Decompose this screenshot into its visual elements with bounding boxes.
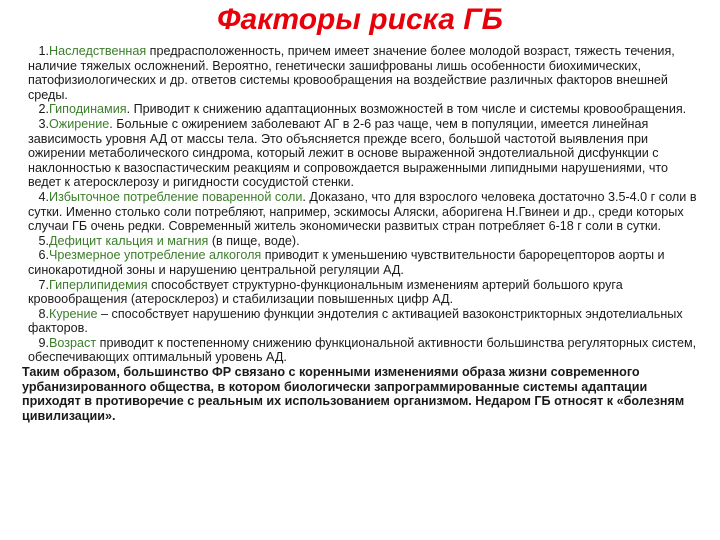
item-indent: [28, 336, 39, 350]
risk-factors-list: [22, 44, 700, 423]
item-description: – способствует нарушению функции эндотелия с активацией вазоконстрикторных эндотелиальных факторов.: [28, 306, 683, 336]
item-factor-name: Дефицит кальция и магния: [49, 233, 209, 248]
item-description: способствует структурно-функциональным изменениям артерий большого круга кровообращения (атеросклероз) и стабилизации повышенных цифр АД.: [28, 277, 623, 307]
item-number: 4.: [38, 189, 50, 204]
item-factor-name: Гиперлипидемия: [49, 277, 148, 292]
item-description: предрасположенность, причем имеет значение более молодой возраст, тяжесть течения, наличие тяжелых осложнений. Вероятно, генетически зашифрованы лишь особенности биохимических, патофизиологических и др. ответов системы кровообращения на воздействие различных факторов внешней среды.: [28, 44, 675, 102]
risk-factor-item: [28, 336, 700, 365]
item-description: . Доказано, что для взрослого человека достаточно 3.5-4.0 г соли в сутки. Именно столько соли потребляют, например, эскимосы Аляски, аборигена Н.Гвинеи и др., среди которых случаи ГБ очень редки. Современный житель экономически развитых стран потребляет 6-18 г соли в сутки.: [28, 189, 697, 234]
risk-factor-item: [28, 190, 700, 234]
item-number: 8.: [38, 306, 50, 321]
item-factor-name: Гиподинамия: [49, 102, 127, 117]
item-description: . Приводит к снижению адаптационных возможностей в том числе и системы кровообращения.: [126, 102, 687, 117]
item-indent: [28, 44, 39, 58]
item-number: 6.: [38, 248, 50, 263]
item-description: . Больные с ожирением заболевают АГ в 2-6 раз чаще, чем в популяции, имеется линейная зависимость уровня АД от массы тела. Это объясняется прежде всего, большой частотой выявления при ожирении метаболического синдрома, который лежит в основе выраженной эндотелиальной дисфункции с наклонностью к вазоспастическим реакциям и сопровождается выраженными липидными нарушениями, что ведет к атеросклерозу и ригидности сосудистой стенки.: [28, 116, 669, 190]
item-indent: [28, 307, 39, 321]
item-description: приводит к постепенному снижению функциональной активности большинства регуляторных систем, обеспечивающих оптимальный уровень АД.: [28, 335, 697, 365]
slide-title: Факторы риска ГБ: [217, 3, 503, 36]
item-number: 7.: [38, 277, 50, 292]
risk-factor-item: [28, 307, 700, 336]
risk-factor-item: [28, 117, 700, 190]
item-number: 3.: [38, 116, 50, 131]
conclusion-text: Таким образом, большинство ФР связано с коренными изменениями образа жизни современного урбанизированного общества, в котором биологически запрограммированные системы адаптации приходят в противоречие с реальным их использованием организмом. Недаром ГБ относят к «болезням цивилизации».: [22, 365, 685, 423]
item-factor-name: Избыточное потребление поваренной соли: [49, 189, 303, 204]
item-indent: [28, 190, 39, 204]
item-number: 9.: [38, 335, 50, 350]
item-factor-name: Ожирение: [49, 116, 110, 131]
risk-factor-item: [28, 234, 700, 249]
risk-factor-item: [28, 278, 700, 307]
item-indent: [28, 117, 39, 131]
item-factor-name: Наследственная: [49, 44, 147, 58]
item-indent: [28, 102, 39, 116]
risk-factor-item: [28, 102, 700, 117]
item-factor-name: Чрезмерное употребление алкоголя: [49, 248, 262, 263]
item-number: 1.: [38, 44, 50, 58]
item-indent: [28, 234, 39, 248]
item-description: приводит к уменьшению чувствительности барорецепторов аорты и синокаротидной зоны и нарушению центральной регуляции АД.: [28, 248, 665, 277]
item-number: 2.: [38, 102, 50, 117]
item-description: (в пище, воде).: [208, 233, 300, 248]
risk-factor-item: [28, 248, 700, 277]
item-number: 5.: [38, 233, 50, 248]
item-indent: [28, 278, 39, 292]
item-factor-name: Курение: [49, 306, 98, 321]
risk-factor-item: [28, 44, 700, 102]
item-indent: [28, 248, 39, 262]
item-factor-name: Возраст: [49, 335, 97, 350]
